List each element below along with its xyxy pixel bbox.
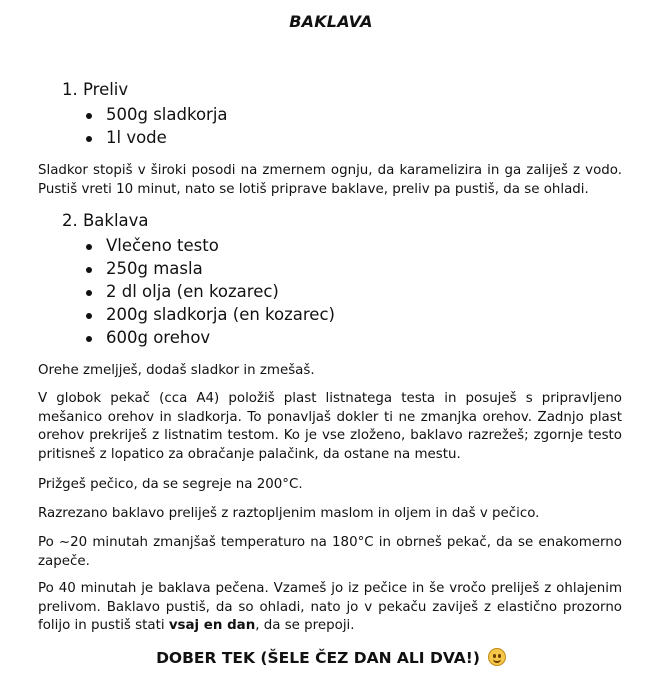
section-heading-preliv: 1. Preliv [62, 80, 129, 99]
list-item: 2 dl olja (en kozarec) [86, 280, 335, 303]
paragraph-preheat: Prižgeš pečico, da se segreje na 200°C. [38, 477, 303, 492]
paragraph-walnuts: Orehe zmeljješ, dodaš sladkor in zmešaš. [38, 363, 315, 378]
ingredient-list-preliv [86, 103, 228, 149]
section-heading-baklava: 2. Baklava [62, 211, 149, 230]
list-item: 1l vode [86, 126, 228, 149]
paragraph-finish: Po 40 minutah je baklava pečena. Vzameš jo iz pečice in še vročo preliješ z ohlajenim prelivom. Baklavo pustiš, da so ohladi, nato jo v pekaču zaviješ z elastično prozorno folijo in pustiš stati vsaj en dan, da se prepoji. [38, 581, 622, 633]
paragraph-temperature: Po ~20 minutah zmanjšaš temperaturo na 180°C in obrneš pekač, da se enakomerno zapeče. [38, 535, 622, 569]
list-item: 500g sladkorja [86, 103, 228, 126]
paragraph-caramel: Sladkor stopiš v široki posodi na zmernem ognju, da karamelizira in ga zaliješ z vodo. Pustiš vreti 10 minut, nato se lotiš priprave baklave, preliv pa pustiš, da se ohladi. [38, 163, 622, 197]
paragraph-butter: Razrezano baklavo preliješ z raztopljenim maslom in oljem in daš v pečico. [38, 506, 540, 521]
document-title: BAKLAVA [289, 12, 373, 31]
smiley-icon [488, 648, 506, 666]
emphasis-one-day: vsaj en dan [168, 618, 256, 633]
closing-line [0, 648, 662, 667]
list-item: 250g masla [86, 257, 335, 280]
list-item: 200g sladkorja (en kozarec) [86, 303, 335, 326]
list-item: 600g orehov [86, 326, 335, 349]
paragraph-layering: V globok pekač (cca A4) položiš plast listnatega testa in posuješ s pripravljeno mešanico orehov in sladkorja. To ponavljaš dokler ti ne zmanjka orehov. Zadnjo plast orehov prekriješ z listnatim testom. Ko je vse zloženo, baklavo razrežeš; zgornje testo pritisneš z lopatico za obračanje palačink, da ostane na mestu. [38, 391, 622, 462]
ingredient-list-baklava [86, 234, 335, 349]
closing-text: DOBER TEK (ŠELE ČEZ DAN ALI DVA!) [156, 649, 480, 667]
list-item: Vlečeno testo [86, 234, 335, 257]
